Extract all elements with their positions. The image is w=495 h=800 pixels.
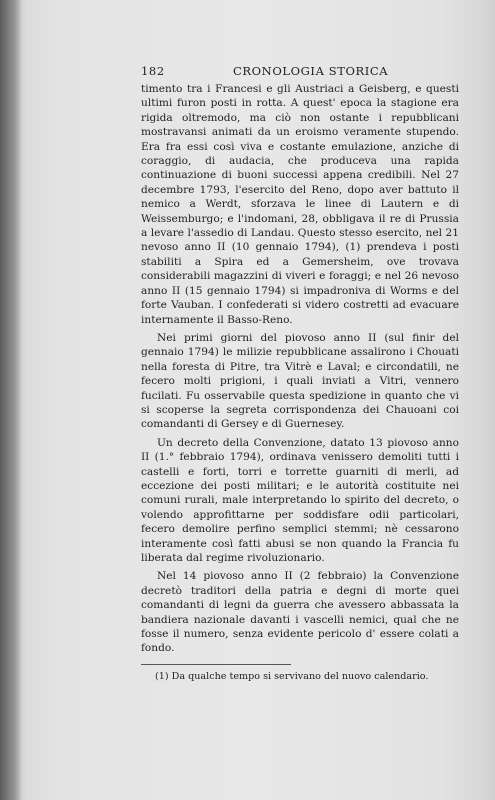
- paragraph-continuation: timento tra i Francesi e gli Austriaci a Geisberg, e questi ultimi furon posti in rotta. A quest' epoca la stagione era rigida oltremodo, ma ciò non ostante i repubblicani mostravansi animati da un eroismo veramente stupendo. Era fra essi così viva e costante emulazione, anziche di coraggio, di audacia, che produceva una rapida continuazione di buoni successi appena credibili. Nel 27 decembre 1793, l'esercito del Reno, dopo aver battuto il nemico a Werdt, sforzava le linee di Lautern e di Weissemburgo; e l'indomani, 28, obbligava il re di Prussia a levare l'assedio di Landau. Questo stesso esercito, nel 21 nevoso anno II (10 gennaio 1794), (1) prendeva i posti stabiliti a Spira ed a Gemersheim, ove trovava considerabili magazzini di viveri e foraggi; e nel 26 nevoso anno II (15 gennaio 1794) si impadroniva di Worms e del forte Vauban. I confederati si videro costretti ad evacuare internamente il Basso-Reno.: [141, 83, 459, 326]
- footnote-rule: [141, 664, 291, 665]
- page-text-block: [141, 64, 459, 683]
- running-title: CRONOLOGIA STORICA: [233, 64, 389, 78]
- paragraph-decree-traitors: Nel 14 piovoso anno II (2 febbraio) la Convenzione decretò traditori della patria e degni di morte quei comandanti di legni da guerra che avessero abbassata la bandiera nazionale davanti i vascelli nemici, qual che ne fosse il numero, senza evidente pericolo d' essere colati a fondo.: [141, 570, 459, 655]
- body-text: [141, 82, 459, 656]
- page-number: 182: [141, 64, 165, 78]
- book-binding-shadow: [0, 0, 22, 800]
- footnote: (1) Da qualche tempo si servivano del nuovo calendario.: [155, 670, 429, 682]
- paragraph-decree-demolition: Un decreto della Convenzione, datato 13 piovoso anno II (1.° febbraio 1794), ordinava venissero demoliti tutti i castelli e forti, torri e torrette guarniti di merli, ad eccezione dei posti militari; e le autorità costituite nei comuni rurali, male interpretando lo spirito del decreto, o volendo approfittarne per soddisfare odii particolari, fecero demolire perfino semplici stemmi; nè cessarono interamente così fatti abusi se non quando la Francia fu liberata dal regime rivoluzionario.: [141, 436, 459, 564]
- paragraph-chouans: Nei primi giorni del piovoso anno II (sul finir del gennaio 1794) le milizie repubblicane assalirono i Chouati nella foresta di Pitre, tra Vitrè e Laval; e circondatili, ne fecero molti prigioni, i quali inviati a Vitri, vennero fucilati. Fu osservabile questa spedizione in quanto che vi si scoperse la segreta corrispondenza dei Chauoani coi comandanti di Gersey e di Guernesey.: [141, 331, 459, 431]
- running-head: [141, 64, 459, 82]
